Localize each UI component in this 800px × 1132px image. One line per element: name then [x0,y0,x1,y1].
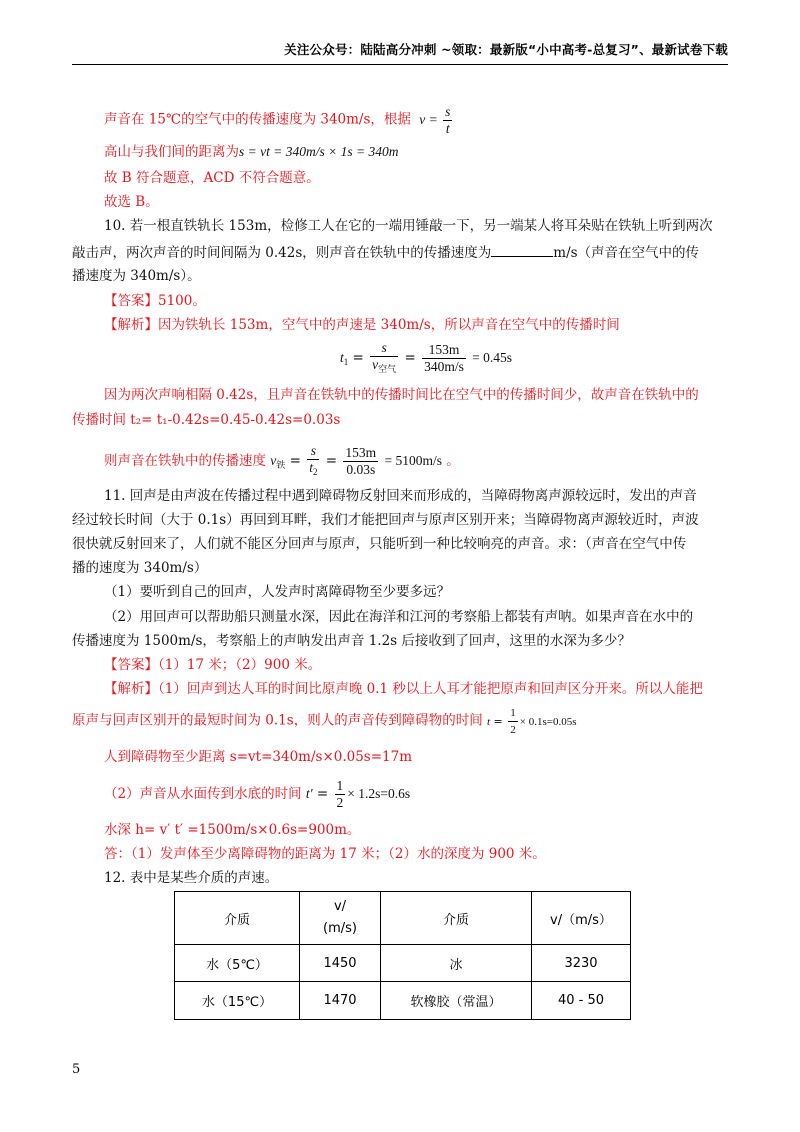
text-line: 水深 h= v′ t′ =1500m/s×0.6s=900m。 [104,822,361,838]
frac-num: 153m [345,445,377,460]
header-cell: 介质 [175,892,300,945]
var-v: v [270,453,277,468]
table-cell: 冰 [381,945,532,982]
text-segment: 敲击声，两次声音的时间间隔为 0.42s，则声音在铁轨中的传播速度为 [72,245,492,261]
text-line [104,443,460,480]
table-row [175,945,631,982]
frac-num: s [370,340,398,357]
conclusion: 答：（1）发声体至少离障碍物的距离为 17 米；（2）水的深度为 900 米。 [104,846,546,862]
text-line: 故 B 符合题意，ACD 不符合题意。 [104,170,320,186]
equation-t: t = $\frac{1}{2}$ × 0.1s=0.05s [487,707,577,736]
equation-t-prime: t′ = $\frac{1}{2}$ × 1.2s=0.6s [305,778,411,810]
frac-den: 2 [510,724,516,736]
answer-11: 【答案】（1）17 米；（2）900 米。 [104,657,322,673]
fraction [335,778,346,811]
result: = 5100m/s [384,453,442,468]
text-line [104,778,410,811]
header-cell [300,892,381,945]
var-t: t [305,786,310,801]
subscript: 空气 [378,364,397,374]
header-cell: 介质 [381,892,532,945]
formula-v: v = $\frac{s}{t}$ [419,104,451,136]
result: × 0.1s=0.05s [519,715,577,728]
subscript: 2 [312,467,318,477]
frac-den: 2 [336,795,344,810]
var-t: t [487,715,491,728]
text-segment: （2）声音从水面传到水底的时间 [104,786,302,802]
question-11-line: 11. 回声是由声波在传播过程中遇到障碍物反射回来而形成的，当障碍物离声源较远时，发出的声音 [104,488,697,504]
answer-blank [491,242,553,257]
question-12-line: 12. 表中是某些介质的声速。 [104,870,279,886]
question-11-line: （2）用回声可以帮助船只测量水深，因此在海洋和江河的考察船上都装有声呐。如果声音在水中的 [104,609,694,625]
text-line [104,104,454,137]
sound-speed-table [174,891,631,1020]
question-11-line: 传播速度为 1500m/s，考察船上的声呐发出声音 1.2s 后接收到了回声，这里的水深为多少？ [72,633,631,649]
equation-t1: $t_1$ = $\frac{s}{v_{空气}}$ = $\frac{153m}{340m/s}$ = 0.45s [340,340,512,377]
question-11-line: 播的速度为 340m/s） [72,560,208,576]
fraction [307,443,319,480]
analysis-10: 【解析】因为铁轨长 153m，空气中的声速是 340m/s，所以声音在空气中的传播时间 [104,317,620,333]
text-line: 故选 B。 [104,194,159,210]
text-line: 人到障碍物至少距离 s=vt=340m/s×0.05s=17m [104,749,413,765]
page-header: 关注公众号：陆陆高分冲刺 ~领取：最新版“小中高考-总复习”、最新试卷下载 [284,42,728,57]
table-cell: 3230 [532,945,631,982]
result: = 0.45s [472,350,513,365]
var-t: t [340,350,344,365]
subscript: 铁 [276,460,286,470]
fraction [443,104,452,137]
table-cell: 水（15℃） [175,982,300,1020]
table-header-row [175,892,631,945]
table-cell: 1450 [300,945,381,982]
fraction [508,705,518,738]
table-cell: 水（5℃） [175,945,300,982]
frac-den [307,460,319,480]
question-10-line: 播速度为 340m/s）。 [72,268,201,284]
frac-den: t [445,121,450,136]
header-rule [72,64,728,65]
question-11-line: （1）要听到自己的回声，人发声时离障碍物至少要多远？ [104,584,451,600]
text-line: 传播时间 t₂= t₁-0.42s=0.45-0.42s=0.03s [72,412,341,428]
frac-den [370,357,398,377]
header-line: (m/s) [323,921,357,936]
frac-num: s [445,104,451,119]
result: × 1.2s=0.6s [347,786,411,801]
text-segment: 高山与我们间的距离为 [104,144,239,160]
text-segment: 声音在 15℃的空气中的传播速度为 340m/s，根据 [104,111,411,128]
text-segment: 原声与回声区别开的最短时间为 0.1s，则人的声音传到障碍物的时间 [72,712,483,729]
frac-den: 0.03s [346,462,376,477]
table-cell: 软橡胶（常温） [381,982,532,1020]
text-segment: 。 [446,453,460,469]
text-line: 因为两次声响相隔 0.42s，且声音在铁轨中的传播时间比在空气中的传播时间少，故声音在铁轨中的 [104,387,699,403]
subscript: 1 [343,357,349,367]
var-t: t [309,460,313,475]
answer-10: 【答案】5100。 [104,293,206,309]
question-11-line: 很快就反射回来了，人们就不能区分回声与原声，只能听到一种比较响亮的声音。求：（声音在空气中传 [72,536,687,552]
header-line: v/ [333,899,347,914]
text-segment: 则声音在铁轨中的传播速度 [104,453,266,469]
frac-num: s [307,443,319,460]
equation-v-iron: $v_铁$ = $\frac{s}{t_2}$ = $\frac{153m}{0.03s}$ = 5100m/s [270,453,446,469]
question-10-line [72,242,699,263]
analysis-11: 【解析】（1）回声到达人耳的时间比原声晚 0.1 秒以上人耳才能把原声和回声区分开来。所以人能把 [104,681,703,697]
formula-distance: s = vt = 340m/s × 1s = 340m [239,144,399,159]
fraction [422,342,466,375]
frac-num: 153m [422,342,466,359]
frac-num: 1 [508,705,518,722]
table-cell: 1470 [300,982,381,1020]
page-number: 5 [72,1062,81,1077]
question-11-line: 经过较长时间（大于 0.1s）再回到耳畔，我们才能把回声与原声区别开来；当障碍物离声源较近时，声波 [72,512,699,528]
table-cell: 40 - 50 [532,982,631,1020]
frac-num: 1 [336,778,344,793]
text-segment: m/s（声音在空气中的传 [553,245,700,261]
var-v: v [419,111,426,127]
question-10-line: 10. 若一根直铁轨长 153m，检修工人在它的一端用锤敲一下，另一端某人将耳朵贴在铁轨上听到两次 [104,218,713,234]
fraction [343,445,378,478]
table-row [175,982,631,1020]
text-line [104,142,398,162]
header-cell: v/（m/s） [532,892,631,945]
fraction [370,340,398,377]
text-line [72,705,577,738]
frac-den: 340m/s [424,359,464,374]
var-v: v [372,357,379,372]
